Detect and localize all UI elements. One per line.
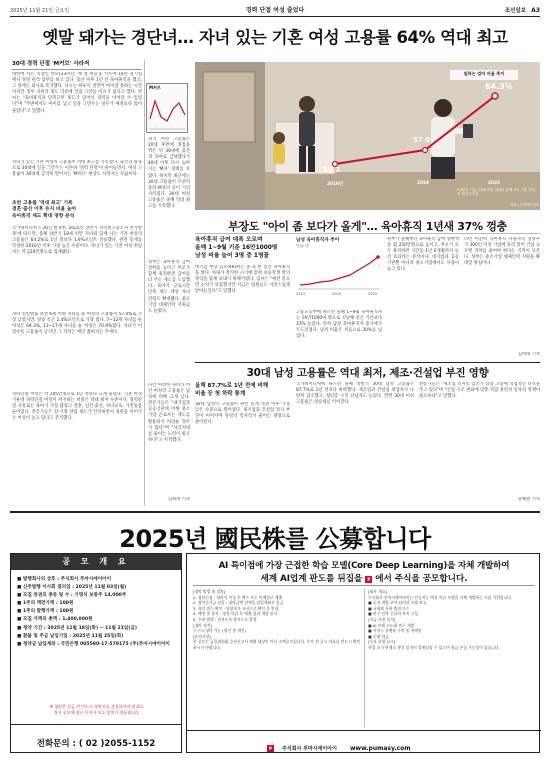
section-title: 경력 단절 여성 줄었다 [245,7,305,14]
ad-offering-list [17,576,179,649]
paternity-point-latest [376,255,380,259]
chart-legend-title: 일하는 엄마 비율 추이 [463,71,505,76]
ad-offering-item: ■ 신주발행 이사회 결의일 : 2025년 11월 03일(월) [17,585,127,591]
ad-headline-1: AI 특이점에 가장 근접한 학습 모델(Core Deep Learning)을 자체 개발하여 [218,561,510,571]
sub1-lead: 육아휴직 급여 대폭 오르며 올해 1~9월 기준 16만1000명 남성 비율 늘어 3명 중 1명꼴 [195,237,278,259]
ad-column-2: [회사 개요] 주식회사 푸마시에이아이는 인공지능 핵심 학습 모델을 자체 개발하는 기술 기업입니다. ■ 독자 개발 코어 딥러닝 모델 보유 ■ 국내외 특허 출원 다수 ■ 연구 인력 중심의 조직 구성 [자금 사용 목적] ■ AI 모델 고도화 연구 개발 ■ 서비스 플랫폼 구축 및 마케팅 ■ 운영 자금 [투자 위험 요소] 사업 초기 단계로 향후 실적이 불확실할 수 있으며 원금 손실 가능성이 있습니다. [368,589,513,650]
ad-column-1: [청약 방법 및 절차] 1. 청약신청 : 청약서 작성 후 팩스 또는 이메일로 제출 2. 청약증거금 납입 : 청약금액 전액을 납입계좌로 입금 3. 청약 접수 확인 : 담당자가 유선으로 확인 후 안내 4. 배정 및 통지 : 청약 마감 후 배정 결과 개별 통지 5. 주권 발행 : 전자등록 방식으로 발행 [청약 자격] 누구나 청약 가능 (법인 및 개인) [유의사항] 본 공모는 금융위원회 증권신고서 제출 대상이 아닌 소액공모입니다. 투자 전 공시 자료를 반드시 확인하시기 바랍니다. [193,589,361,650]
left-kicker: 30대 경력 단절 'M커브' 사라져 [12,61,90,67]
ad-offering-summary [10,553,182,753]
mid-byline: 김희래 기자 [167,497,190,502]
ad-offering-item: ■ 청약금 납입계좌 : 국민은행 005590-17-579175 (주)푸마시에이아이 [17,641,170,647]
chart-value-2020: 57.0 [413,136,431,144]
ad-footer-badge: P [269,746,272,751]
chart-year-2020: 2020 [417,181,429,186]
ad-offering-item: ■ 발행회사의 상호 : 주식회사 푸마시에이아이 [17,577,112,582]
sub-headline-1: 부장도 "아이 좀 보다가 올게"… 육아휴직 1년새 37% 껑충 [228,220,507,233]
m-curve-title: M커브 [149,85,161,90]
ad-offering-item: ■ 모집 증권의 종류 및 수 : 기명식 보통주 14,000주 [17,593,127,599]
ad-headline-2-a: 세계 AI업계 판도를 뒤집을 [260,574,363,584]
paternity-chart-graphic [296,251,382,295]
issue-date: 2025년 11월 21일 금요일 [10,8,70,14]
chart-year-2025: 2025 [488,181,500,186]
m-curve-graphic [147,89,187,133]
ad-company-info [186,553,540,753]
ad-brand-footer [267,735,461,752]
left-paragraph-5: 경력단절 여성은 약 105만명으로 1년 전보다 크게 줄었다. 기혼 여성 가운데 경력단절 여성이 차지하는 비중은 역대 최저 수준이다. 경력단절 사유로는 육아가 가장 많았고 결혼, 임신·출산, 자녀교육, 가족돌봄 순이었다. 전문가들은 일·가정 양립 제도가 안착하면서 경력을 이어가는 여성이 늘고 있다고 분석했다. [12,392,142,422]
feature-photo [195,62,540,210]
sub1-rule [195,233,540,234]
ad-offering-item: ■ 청약 기간 : 2025년 11월 18일(화) ~ 11월 21일(금) [17,625,137,631]
m-curve-line [150,101,185,121]
left-subhead: 초반 고용률 '역대 최고' 기록 결혼·출산 이후 유지 비율 높아 육아휴직 제도 확대 영향 분석 [12,201,77,219]
ad-offering-item: ■ 환불 및 주금 납입기일 : 2025년 11월 25일(화) [17,633,124,639]
paternity-chart-unit: 단위: 명 [296,244,309,248]
chart-year-2016: 2016년 [327,182,344,187]
chart-point-2025 [492,93,498,99]
chart-value-2016: 55.2 [323,166,341,174]
paternity-label-2025: 2025 [368,292,378,296]
ad-headline-2 [187,572,541,584]
ad-column-divider [364,589,365,727]
sub2-top-rule [195,362,540,363]
ad-offering-note: ※ 청약은 입금 전 반드시 청약서를 작성하셔야 합니다. 정식 공모에 따른 투자자 보호 장치가 적용됩니다. [49,704,145,715]
ad-brand-badge: P [367,577,371,582]
ad-banner [10,511,540,551]
mid-paragraph-3: 다만 여전히 자녀가 어린 여성의 고용률은 남성에 비해 크게 낮다. 전문가들은 "대기업과 공공기관에 비해 중소기업 근로자는 제도를 활용하기 어려운 경우가 많다"며 "사각지대를 줄이는 노력이 필요하다"고 지적했다. [148,383,190,443]
ad-divider [193,585,535,586]
ad-offering-item: ■ 1주의 발행가액 : 100원 [17,609,74,615]
sub2-paragraph-2: 국가데이터처에 따르면 올해 상반기 30대 남성 고용률은 87.7%로 1년 전보다 하락했다. 제조업과 건설업 취업자가 나란히 감소했고, 청년층 구직 단념자도 늘었다. 반면 30대 여성 고용률은 상승세를 이어갔다. [296,382,414,406]
chart-point-2020 [423,148,428,153]
paternity-chart [296,237,382,307]
mid-intro [148,62,190,82]
paternity-label-2020: 2020 [332,292,342,296]
chart-source: 자료=국가데이터처 [509,203,539,207]
left-paragraph-4: 자녀 연령별로 보면 6세 이하 자녀를 둔 여성의 고용률이 57.0%로 가장 낮았지만, 상승 폭은 2.4%포인트로 가장 컸다. 7~12세 자녀를 둔 여성은 64.3%, 13~17세 자녀를 둔 여성은 70.9%였다. 자녀가 어릴수록 고용률이 낮지만 그 격차는 매년 좁혀지는 추세다. [12,312,142,336]
mid-paragraph-2: 정부는 육아휴직 급여 상한을 높이고 부모가 함께 휴직하면 급여를 더 주는 제도를 도입했다. 육아기 근로시간 단축 제도 대상 자녀 연령도 확대됐다. 중소기업 대체인력 지원금도 늘렸다. [148,260,190,314]
chart-line [335,96,495,164]
chart-source-note: *상반기 기준, 18세 미만 자녀와 함께 사는 기혼 여성 중 취업자 비율 [457,188,535,197]
left-paragraph-3: 국가데이터처가 20일 발표한 '2025년 상반기 지역별고용조사 부가항목'에 따르면, 올해 상반기 18세 미만 자녀와 함께 사는 기혼 여성의 고용률은 64.2%로 1년 전보다 1.9%포인트 상승했다. 관련 통계를 작성한 2016년 이후 가장 높은 수준이다. 자녀가 있는 기혼 여성 취업자는 약 220만명으로 집계됐다. [12,226,142,256]
ad-brand-site: www.pumasy.com [350,745,411,752]
paternity-chart-title: 남성 육아휴직자 추이 [296,238,340,243]
masthead [10,5,540,17]
m-curve-box [146,83,188,133]
ad-phone-rule [11,724,181,725]
sub1-paragraph-1: 대기업 부장 김모(46)씨는 올 초 한 달간 육아휴직을 썼다. 아내가 복직한 시기에 맞춰 초등학생 딸의 방학을 함께 보내기 위해서였다. 김씨는 "예전 같으면 눈치가 보였겠지만 지금은 팀원들도 자연스럽게 받아들인다"고 말했다. [195,265,290,295]
kicker-rule [12,69,142,70]
left-paragraph-1: 대한에 사는 직장인 박모(33)씨는 세 살 아들을 키우며 10년 경기업에서 경영 관리 업무를 하고 있다. 출산 이후 1년 간 육아휴직을 했고, 그 뒤에는 회사로 복귀했다. 다시는 하루의 절반이 아이랑 못하는 시간이지만 정부 지원과 제도 덕분에 일을 그만둘 이유가 없다고 했다. 박씨는 "육아휴직과 단축근무 제도가 있어서 경력을 이어갈 수 있었다"며 "주변에서도 아이를 낳고 일을 그만두는 경우가 예전보다 많이 줄었다"고 말했다. [12,72,142,114]
sub1-paragraph-4: 다만 여전히 육아휴직 사용자의 상당수가 300인 이상 기업에 몰려 있어 기업 규모별 격차를 줄여야 한다는 지적이 나온다. 정부는 중소기업 대체인력 지원을 확대할 방침이다. [464,237,540,267]
ad-headline-2-b: 에서 주식을 공모합니다. [375,574,468,584]
sub2-byline: 송혜원 기자 [517,497,540,502]
paper-name: 조선일보 [504,8,526,14]
sub1-byline: 김희래 기자 [517,352,540,357]
chart-value-2025: 64.3% [485,82,513,91]
sub2-lead: 올해 87.7%로 1년 전에 비해 비율 등 첫 하락 통계 [195,383,269,397]
ad-footer-rule [187,730,541,731]
paternity-label-2015: 2015 [296,292,306,296]
main-headline: 옛말 돼가는 경단녀… 자녀 있는 기혼 여성 고용률 64% 역대 최고 [42,28,508,47]
mid-paragraph-1: 과거 여성 고용률은 20대 후반에 정점을 찍은 뒤 30대에 출산과 육아로 급락했다가 40대 이후 다시 높아지는 'M자' 형태를 보였다. 하지만 최근에는 30대 고용률이 꾸준히 올라 M자의 골이 거의 사라졌다. 30대 여성 고용률은 올해 역대 최고를 기록했다. [148,137,190,210]
sub2-paragraph-3: 전문가들은 "제조업 일자리 감소가 남성 고용에 직접적인 타격을 주고 있다"며 "산업 구조 변화에 맞춘 직업 훈련과 일자리 정책이 필요하다"고 말했다. [419,382,540,400]
page-number: A3 [531,7,540,14]
ad-phone: 전화문의 : ( 02 )2055-1152 [36,739,156,749]
ad-offering-title: 공 모 개 요 [11,554,181,570]
sub1-paragraph-2: 고용노동부에 따르면 올해 1~9월 육아휴직자는 16만1000여 명으로 지난해 같은 기간보다 37% 늘었다. 특히 남성 육아휴직자 증가세가 두드러졌다. 남성 비율은 처음으로 30%를 넘었다. [296,310,382,340]
sub2-paragraph-1: 30대 남성의 고용률이 관련 통계 작성 이후 가장 낮은 수준으로 떨어졌다. 제조업과 건설업 경기 부진이 이어지며 양질의 일자리가 줄어든 영향으로 풀이된다. [195,402,290,426]
column-divider [144,60,145,506]
sub-headline-2: 30대 남성 고용률은 역대 최저, 제조·건설업 부진 영향 [246,367,489,379]
ad-brand-name: 주식회사 푸마시에이아이 [282,746,337,752]
left-paragraph-2: 자녀가 있는 기혼 여성의 고용률이 역대 최고를 기록했다. 출산과 양육으로 30대에 일을 그만두는 이른바 '경력 단절'이 줄어들면서, 여성 고용률이 30대에 급격히 떨어지는 'M커브' 현상도 사라지는 모습이다. [12,160,142,178]
sub1-paragraph-3: 정부가 올해부터 육아휴직 급여 상한액을 월 250만원으로 높이고, 부모가 모두 휴직하면 기간을 1년 6개월까지 늘린 효과라는 분석이다. 대기업과 공공기관뿐 아니라 중소기업에서도 사용이 늘고 있다. [387,237,459,273]
paternity-line [300,257,378,285]
ad-banner-title: 2025년 國民株를 公募합니다 [119,525,431,553]
ad-offering-item: ■ 1주의 액면가액 : 100원 [17,601,74,607]
ad-offering-item: ■ 모집 가액의 총액 : 1,400,000원 [17,617,93,623]
